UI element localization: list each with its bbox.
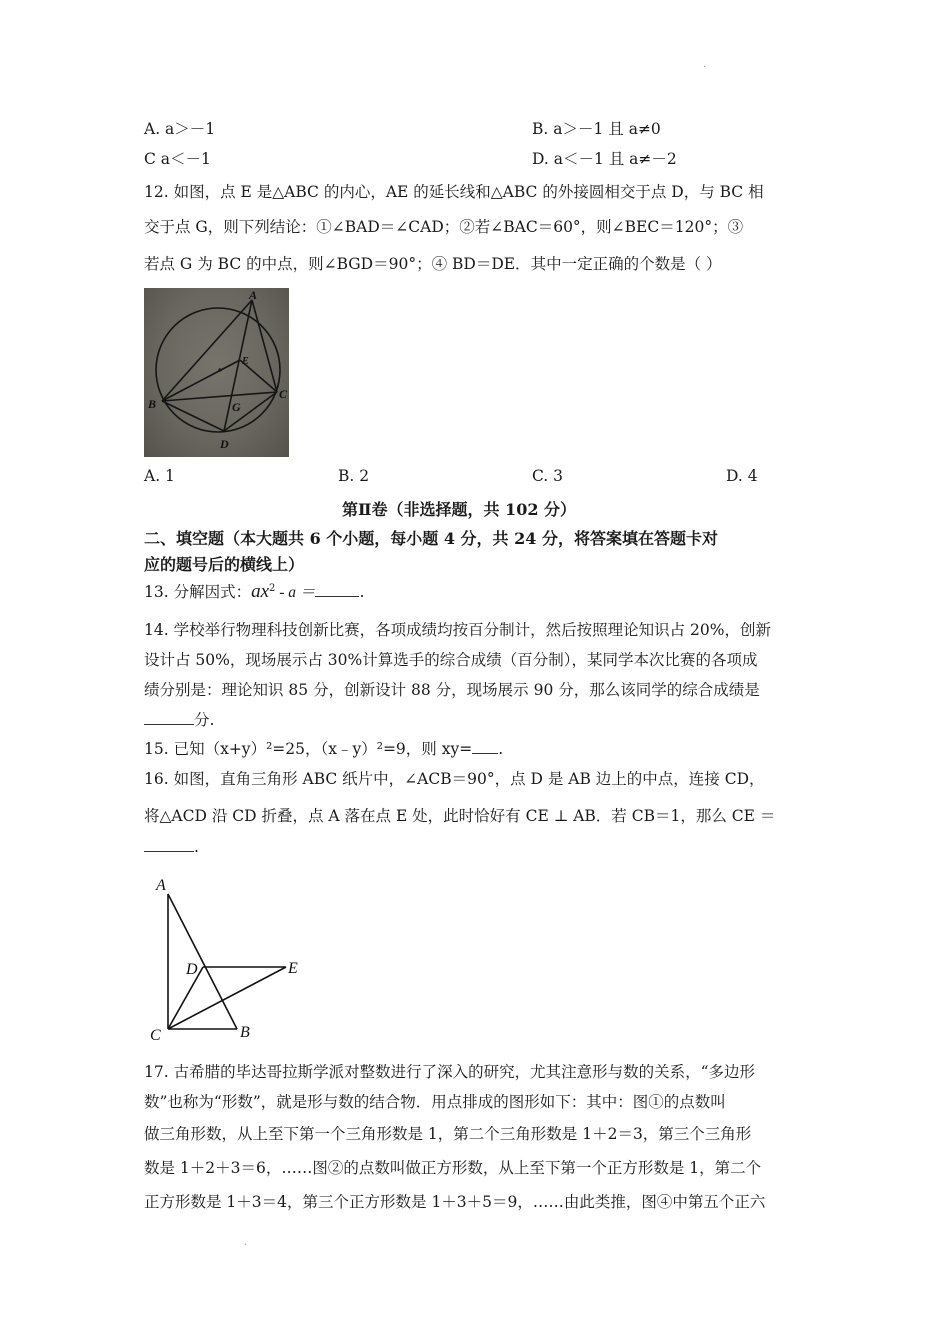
q12-option-d: D. 4 [726, 467, 758, 485]
q14-line-2: 设计占 50%，现场展示占 30%计算选手的综合成绩（百分制），某同学本次比赛的各项成 [144, 651, 758, 669]
q12-label-g: G [232, 400, 241, 414]
q13-exponent: 2 [269, 582, 276, 594]
q12-option-b: B. 2 [338, 467, 370, 485]
page-dot-top: · [703, 62, 707, 73]
q13-expr: ax [251, 581, 270, 602]
q14-line-4 [144, 708, 810, 730]
q16-label-e: E [288, 960, 298, 977]
page-dot-bottom: · [244, 1240, 248, 1251]
q12-option-c: C. 3 [532, 467, 564, 485]
q13-rest: - a ＝ [275, 584, 316, 601]
q12-label-c: C [279, 387, 288, 401]
q11-option-c: C a＜－1 [144, 150, 211, 168]
q12-label-a: A [249, 288, 258, 302]
q12-circle-diagram [144, 288, 289, 457]
section2-heading-line-1: 二、填空题（本大题共 6 个小题，每小题 4 分，共 24 分，将答案填在答题卡对 [144, 529, 718, 548]
q16-line-1: 16. 如图，直角三角形 ABC 纸片中，∠ACB＝90°，点 D 是 AB 边上的中点，连接 CD， [144, 770, 765, 788]
q16-label-a: A [156, 877, 166, 894]
q12-line-1: 12. 如图，点 E 是△ABC 的内心，AE 的延长线和△ABC 的外接圆相交于点 D，与 BC 相 [144, 183, 764, 201]
q11-option-b: B. a＞－1 且 a≠0 [532, 120, 661, 138]
q14-line-3: 绩分别是：理论知识 85 分，创新设计 88 分，现场展示 90 分，那么该同学的综合成绩是 [144, 681, 760, 699]
q12-figure-photo [144, 288, 289, 457]
q13-end: . [359, 583, 365, 601]
q12-line-2: 交于点 G，则下列结论：①∠BAD＝∠CAD；②若∠BAC＝60°，则∠BEC＝120°；③ [144, 218, 744, 236]
q16-answer-blank[interactable] [144, 850, 194, 852]
q16-line-3 [144, 838, 810, 856]
q16-label-c: C [150, 1027, 161, 1044]
q17-line-3: 做三角形数，从上至下第一个三角形数是 1，第二个三角形数是 1＋2＝3，第三个三角形 [144, 1125, 752, 1143]
q11-option-d: D. a＜－1 且 a≠－2 [532, 150, 677, 168]
part2-title: 第Ⅱ卷（非选择题，共 102 分） [342, 500, 577, 519]
q16-label-b: B [240, 1024, 250, 1041]
q16-triangle-diagram [146, 872, 311, 1044]
q11-option-a: A. a＞－1 [144, 120, 216, 138]
section2-heading-line-2: 应的题号后的横线上） [144, 555, 305, 574]
q16-end: . [194, 838, 199, 856]
q13-line [144, 580, 810, 603]
q12-label-e: E [242, 356, 249, 367]
q13-answer-blank[interactable] [315, 595, 359, 597]
q12-option-a: A. 1 [144, 467, 175, 485]
q14-end: 分. [194, 711, 215, 729]
q17-line-1: 17. 古希腊的毕达哥拉斯学派对整数进行了深入的研究，尤其注意形与数的关系，“多边形 [144, 1063, 756, 1081]
q15-text: 15. 已知（x+y）²=25，（x﹣y）²=9，则 xy= [144, 740, 473, 758]
q13-prefix: 13. 分解因式： [144, 583, 252, 601]
q15-line [144, 737, 810, 759]
q14-answer-blank[interactable] [144, 723, 194, 725]
q14-line-1: 14. 学校举行物理科技创新比赛，各项成绩均按百分制计，然后按照理论知识占 20%，创新 [144, 621, 771, 639]
q16-label-d: D [186, 961, 198, 978]
q15-end: . [498, 740, 504, 758]
q12-label-b: B [148, 397, 157, 411]
q12-label-d: D [220, 437, 229, 451]
q15-answer-blank[interactable] [472, 752, 498, 754]
q16-line-2: 将△ACD 沿 CD 折叠，点 A 落在点 E 处，此时恰好有 CE ⊥ AB．若 CB＝1，那么 CE ＝ [144, 807, 776, 825]
q17-line-5: 正方形数是 1＋3＝4，第三个正方形数是 1＋3＋5＝9，……由此类推，图④中第五个正六 [144, 1193, 766, 1211]
q17-line-2: 数”也称为“形数”，就是形与数的结合物．用点排成的图形如下：其中：图①的点数叫 [144, 1093, 726, 1111]
q12-line-3: 若点 G 为 BC 的中点，则∠BGD＝90°；④ BD＝DE．其中一定正确的个数是（ ） [144, 255, 722, 273]
q17-line-4: 数是 1＋2＋3＝6，……图②的点数叫做正方形数，从上至下第一个正方形数是 1，第二个 [144, 1159, 762, 1177]
